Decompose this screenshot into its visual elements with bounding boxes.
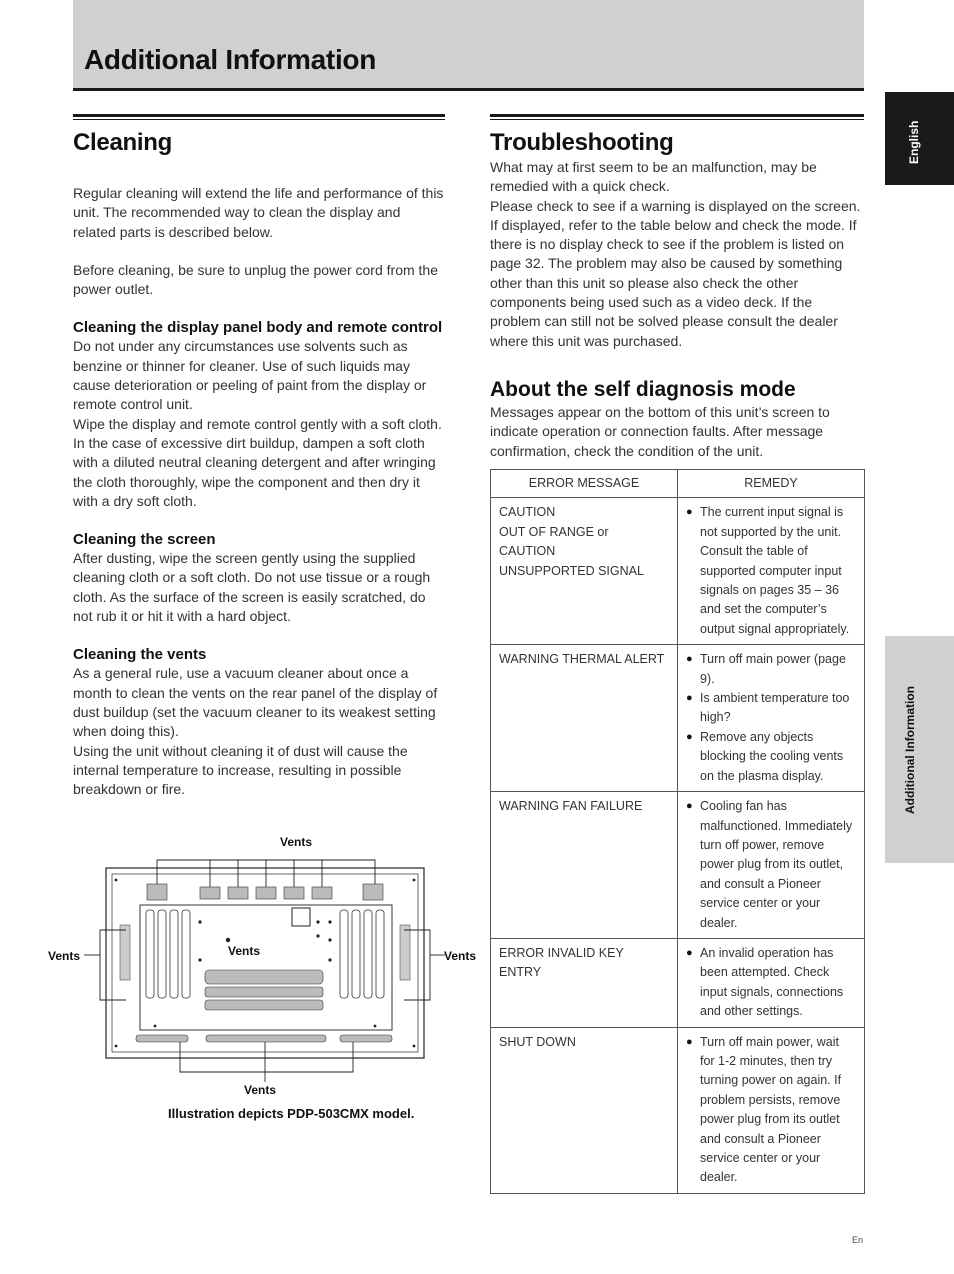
cleaning-intro-2: Before cleaning, be sure to unplug the power cord from the power outlet. bbox=[73, 261, 438, 298]
tab-additional-label: Additional Information bbox=[903, 686, 917, 814]
error-message-cell bbox=[491, 645, 678, 792]
vents-label-left: Vents bbox=[48, 949, 81, 963]
header-band bbox=[73, 0, 864, 91]
cleaning-title: Cleaning bbox=[73, 129, 172, 156]
error-message-line: SHUT DOWN bbox=[499, 1034, 576, 1049]
self-diagnosis-text: Messages appear on the bottom of this unit’s screen to indicate operation or connection faults. After message confirmation, check the condition of the unit. bbox=[490, 403, 830, 459]
remedy-list bbox=[686, 1033, 856, 1188]
table-row bbox=[491, 498, 865, 645]
panel-text-1: Do not under any circumstances use solvents such as benzine or thinner for cleaner. Use of such liquids may cause deterioration or peeling of paint from the display or remote control unit. bbox=[73, 338, 427, 413]
troubleshooting-text-2: Please check to see if a warning is displayed on the screen. If displayed, refer to the table below and check the mode. If there is no display check to see if the problem is listed on page 32. The problem may also be caused by something other than this unit so please also check the other components being used such as a video deck. If the problem can still not be solved please consult the dealer where this unit was purchased. bbox=[490, 197, 861, 349]
remedy-item: ● Turn off main power, wait for 1-2 minutes, then try turning power on again. If problem persists, remove power plug from its outlet and consult a Pioneer service center or your dealer. bbox=[686, 1033, 856, 1188]
table-row bbox=[491, 1027, 865, 1193]
remedy-item: ● Cooling fan has malfunctioned. Immediately turn off power, remove power plug from its outlet, and consult a Pioneer service center or your dealer. bbox=[686, 797, 856, 933]
vents-heading: Cleaning the vents bbox=[73, 646, 207, 664]
remedy-item: ● Remove any objects blocking the cooling vents on the plasma display. bbox=[686, 728, 856, 786]
remedy-cell bbox=[678, 938, 865, 1027]
error-message-line: WARNING THERMAL ALERT bbox=[499, 652, 665, 667]
vents-label-center: Vents bbox=[228, 944, 261, 958]
error-message-line: CAUTION bbox=[499, 505, 556, 520]
header-remedy: REMEDY bbox=[678, 470, 865, 498]
remedy-item: ● An invalid operation has been attempted. Check input signals, connections and other settings. bbox=[686, 944, 856, 1022]
remedy-cell bbox=[678, 792, 865, 939]
error-message-cell bbox=[491, 498, 678, 645]
self-diagnosis-title: About the self diagnosis mode bbox=[490, 377, 796, 401]
cleaning-intro-1: Regular cleaning will extend the life and performance of this unit. The recommended way to clean the display and related parts is described below. bbox=[73, 185, 444, 240]
remedy-cell bbox=[678, 1027, 865, 1193]
vents-label-top: Vents bbox=[280, 835, 313, 849]
remedy-item: ● Is ambient temperature too high? bbox=[686, 689, 856, 728]
error-message-cell bbox=[491, 792, 678, 939]
error-message-line: WARNING FAN FAILURE bbox=[499, 799, 643, 814]
panel-text-2: Wipe the display and remote control gently with a soft cloth. In the case of excessive dirt buildup, dampen a soft cloth with a diluted neutral cleaning detergent and after wringing the cloth thoroughly, wipe the component and then dry it with a dry soft cloth. bbox=[73, 415, 442, 509]
remedy-item: ● Turn off main power (page 9). bbox=[686, 650, 856, 689]
remedy-list bbox=[686, 650, 856, 786]
screen-heading: Cleaning the screen bbox=[73, 531, 216, 549]
table-body bbox=[491, 498, 865, 1193]
page-title: Additional Information bbox=[84, 44, 377, 75]
remedy-list bbox=[686, 797, 856, 933]
error-message-line: CAUTION bbox=[499, 544, 556, 559]
error-message-line: OUT OF RANGE or bbox=[499, 524, 609, 539]
vents-text-1: As a general rule, use a vacuum cleaner about once a month to clean the vents on the rear panel of the display of dust buildup (set the vacuum cleaner to its weakest setting when doing this). bbox=[73, 665, 438, 740]
vents-label-bottom: Vents bbox=[244, 1083, 277, 1097]
rear-panel-drawing bbox=[40, 830, 500, 1105]
remedy-list bbox=[686, 503, 856, 639]
error-message-cell bbox=[491, 1027, 678, 1193]
error-message-cell bbox=[491, 938, 678, 1027]
remedy-cell bbox=[678, 498, 865, 645]
vents-text-2: Using the unit without cleaning it of dust will cause the internal temperature to increase, resulting in possible breakdown or fire. bbox=[73, 742, 408, 798]
screen-text: After dusting, wipe the screen gently using the supplied cleaning cloth or a soft cloth. Do not use tissue or a rough cloth. As the surface of the screen is easily scratched, do not rub it or hit it with a hard object. bbox=[73, 550, 431, 625]
panel-heading: Cleaning the display panel body and remote control bbox=[73, 319, 443, 337]
section-rule bbox=[73, 114, 445, 120]
page-language-marker: En bbox=[852, 1235, 864, 1245]
illustration-caption: Illustration depicts PDP-503CMX model. bbox=[168, 1106, 415, 1121]
remedy-list bbox=[686, 944, 856, 1022]
rear-panel-illustration bbox=[40, 830, 500, 1105]
error-message-line: UNSUPPORTED SIGNAL bbox=[499, 563, 644, 578]
table-row bbox=[491, 645, 865, 792]
table-row bbox=[491, 938, 865, 1027]
error-message-line: ERROR INVALID KEY ENTRY bbox=[499, 945, 624, 980]
tab-additional-information[interactable] bbox=[885, 636, 954, 863]
tab-english-label: English bbox=[907, 120, 921, 164]
remedy-item: ● The current input signal is not supported by the unit. Consult the table of supported computer input signals on pages 35 – 36 and set the computer’s output signal appropriately. bbox=[686, 503, 856, 639]
troubleshooting-title: Troubleshooting bbox=[490, 129, 674, 156]
tab-english[interactable] bbox=[885, 92, 954, 185]
cleaning-section bbox=[73, 114, 445, 799]
error-message-table bbox=[490, 469, 865, 1194]
remedy-cell bbox=[678, 645, 865, 792]
header-error-message: ERROR MESSAGE bbox=[491, 470, 678, 498]
table-row bbox=[491, 792, 865, 939]
table-header-row bbox=[491, 470, 865, 498]
vents-label-right: Vents bbox=[444, 949, 477, 963]
section-rule bbox=[490, 114, 864, 120]
troubleshooting-text-1: What may at first seem to be an malfunction, may be remedied with a quick check. bbox=[490, 159, 817, 195]
troubleshooting-section bbox=[490, 114, 864, 461]
